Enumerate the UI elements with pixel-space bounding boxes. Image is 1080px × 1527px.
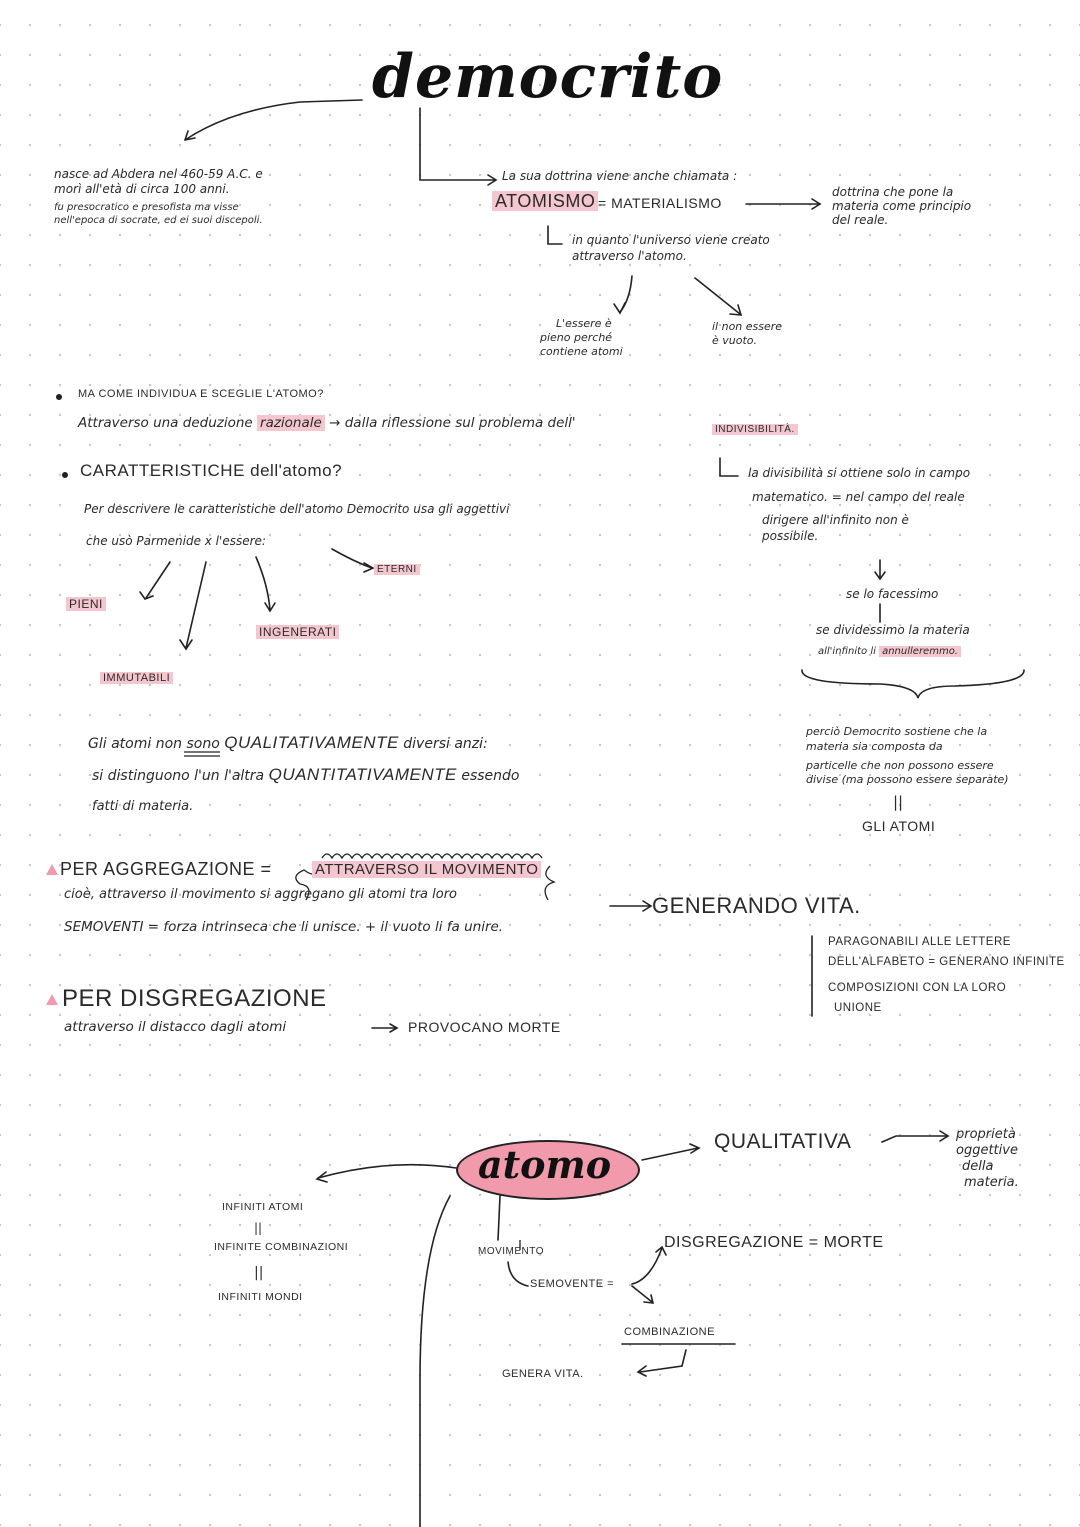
- quantitativamente-term: QUANTITATIVAMENTE: [268, 765, 457, 784]
- essere-line-3: contiene atomi: [540, 345, 623, 358]
- ingenerati-label: INGENERATI: [256, 625, 339, 639]
- infinite-combinazioni: INFINITE COMBINAZIONI: [214, 1241, 349, 1253]
- divisibility-line-3: dirigere all'infinito non è: [762, 513, 909, 527]
- question-answer-b: razionale: [257, 415, 325, 431]
- reason-line-2: attraverso l'atomo.: [572, 249, 687, 263]
- map-equals-1: ||: [254, 1221, 263, 1235]
- bullet-dot: [62, 472, 68, 478]
- bio-line-1: nasce ad Abdera nel 460-59 A.C. e: [54, 167, 263, 181]
- characteristics-desc-2: che usò Parmenide x l'essere:: [86, 534, 266, 548]
- non-essere-line-2: è vuoto.: [712, 334, 758, 347]
- se-dividessimo: se dividessimo la materia: [816, 623, 970, 637]
- essere-line-2: pieno perché: [540, 331, 613, 344]
- question-answer-c: dalla riflessione sul problema dell': [344, 415, 576, 431]
- proprieta-line-3: della: [962, 1159, 994, 1174]
- generando-vita: GENERANDO VITA.: [652, 893, 861, 918]
- eterni-label: ETERNI: [374, 564, 420, 575]
- claim-line-2: materia sia composta da: [806, 740, 943, 753]
- map-combinazione: COMBINAZIONE: [624, 1326, 715, 1338]
- materialismo-term: = MATERIALISMO: [598, 195, 722, 211]
- alfabeto-line-2: DELL'ALFABETO = GENERANO INFINITE: [828, 956, 1065, 968]
- alfabeto-line-1: PARAGONABILI ALLE LETTERE: [828, 936, 1011, 948]
- warning-triangle-icon: [46, 994, 58, 1005]
- quantity-non: non: [155, 736, 183, 752]
- map-equals-2: ||: [254, 1265, 264, 1281]
- quantity-essendo: essendo: [461, 768, 520, 784]
- provocano-morte: PROVOCANO MORTE: [408, 1019, 561, 1035]
- annulleremmo-term: annulleremmo.: [879, 646, 961, 657]
- qualitativamente-term: QUALITATIVAMENTE: [224, 733, 399, 752]
- characteristics-desc-1: Per descrivere le caratteristiche dell'atomo Democrito usa gli aggettivi: [84, 502, 510, 516]
- quantity-diversi: diversi anzi:: [403, 736, 488, 752]
- claim-line-3: particelle che non possono essere: [806, 759, 994, 772]
- characteristics-title: CARATTERISTICHE dell'atomo?: [80, 461, 343, 480]
- page-title: democrito: [372, 42, 724, 112]
- divisibility-line-2: matematico. = nel campo del reale: [752, 490, 965, 504]
- reason-line-1: in quanto l'universo viene creato: [572, 233, 770, 247]
- bio-line-3: fu presocratico e presofista ma visse: [54, 202, 239, 213]
- divisibility-line-4: possibile.: [762, 529, 819, 543]
- alfabeto-line-3: COMPOSIZIONI CON LA LORO: [828, 982, 1007, 994]
- arrow-glyph: →: [329, 415, 341, 431]
- aggregazione-title: PER AGGREGAZIONE =: [60, 859, 272, 879]
- question-answer-a: Attraverso una deduzione: [78, 415, 253, 431]
- immutabili-label: IMMUTABILI: [100, 672, 173, 684]
- doctrine-definition-3: del reale.: [832, 213, 889, 227]
- aggregazione-line-1: cioè, attraverso il movimento si aggregano gli atomi tra loro: [64, 887, 458, 902]
- proprieta-line-4: materia.: [964, 1175, 1019, 1190]
- essere-line-1: L'essere è: [556, 317, 612, 330]
- infiniti-mondi: INFINITI MONDI: [218, 1291, 303, 1303]
- alfabeto-line-4: UNIONE: [834, 1002, 882, 1014]
- atomismo-term: ATOMISMO: [492, 191, 598, 211]
- map-disgregazione: DISGREGAZIONE = MORTE: [664, 1234, 884, 1251]
- indivisibilita-term: INDIVISIBILITÀ.: [712, 424, 798, 435]
- question-title: MA COME INDIVIDUA E SCEGLIE L'ATOMO?: [78, 388, 324, 400]
- claim-line-4: divise (ma possono essere separate): [806, 773, 1009, 786]
- disgregazione-line: attraverso il distacco dagli atomi: [64, 1019, 287, 1035]
- non-essere-line-1: il non essere: [712, 320, 783, 333]
- map-semovente: SEMOVENTE =: [530, 1278, 615, 1290]
- se-lo-facessimo: se lo facessimo: [846, 587, 939, 601]
- map-genera-vita: GENERA VITA.: [502, 1368, 584, 1380]
- claim-equals: ||: [893, 793, 904, 811]
- doctrine-intro: La sua dottrina viene anche chiamata :: [502, 169, 738, 183]
- aggregazione-line-2: SEMOVENTI = forza intrinseca che li unisce. + il vuoto li fa unire.: [64, 919, 504, 935]
- movimento-term: ATTRAVERSO IL MOVIMENTO: [312, 861, 541, 878]
- bullet-dot: [56, 394, 62, 400]
- gli-atomi-label: GLI ATOMI: [862, 818, 936, 834]
- divisibility-line-1: la divisibilità si ottiene solo in campo: [748, 466, 971, 480]
- quantity-distinguono: si distinguono l'un l'altra: [92, 768, 265, 784]
- quantity-materia: fatti di materia.: [92, 799, 194, 814]
- proprieta-line-2: oggettive: [956, 1143, 1018, 1158]
- quantity-sono: sono: [186, 736, 220, 752]
- bio-line-2: morì all'età di circa 100 anni.: [54, 182, 230, 196]
- disgregazione-title: PER DISGREGAZIONE: [62, 985, 327, 1012]
- pieni-label: PIENI: [66, 597, 106, 611]
- doctrine-definition-1: dottrina che pone la: [832, 185, 954, 199]
- quantity-text: Gli atomi: [88, 736, 152, 752]
- atomo-center-label: atomo: [478, 1142, 612, 1187]
- qualitativa-label: QUALITATIVA: [714, 1130, 852, 1153]
- claim-line-1: perciò Democrito sostiene che la: [806, 725, 988, 738]
- map-movimento: MOVIMENTO: [478, 1246, 544, 1257]
- doctrine-definition-2: materia come principio: [832, 199, 972, 213]
- infiniti-atomi: INFINITI ATOMI: [222, 1201, 304, 1213]
- proprieta-line-1: proprietà: [956, 1127, 1016, 1142]
- bio-line-4: nell'epoca di socrate, ed ei suoi discepoli.: [54, 215, 263, 226]
- infinito-text: all'infinito li: [818, 646, 876, 657]
- warning-triangle-icon: [46, 864, 58, 875]
